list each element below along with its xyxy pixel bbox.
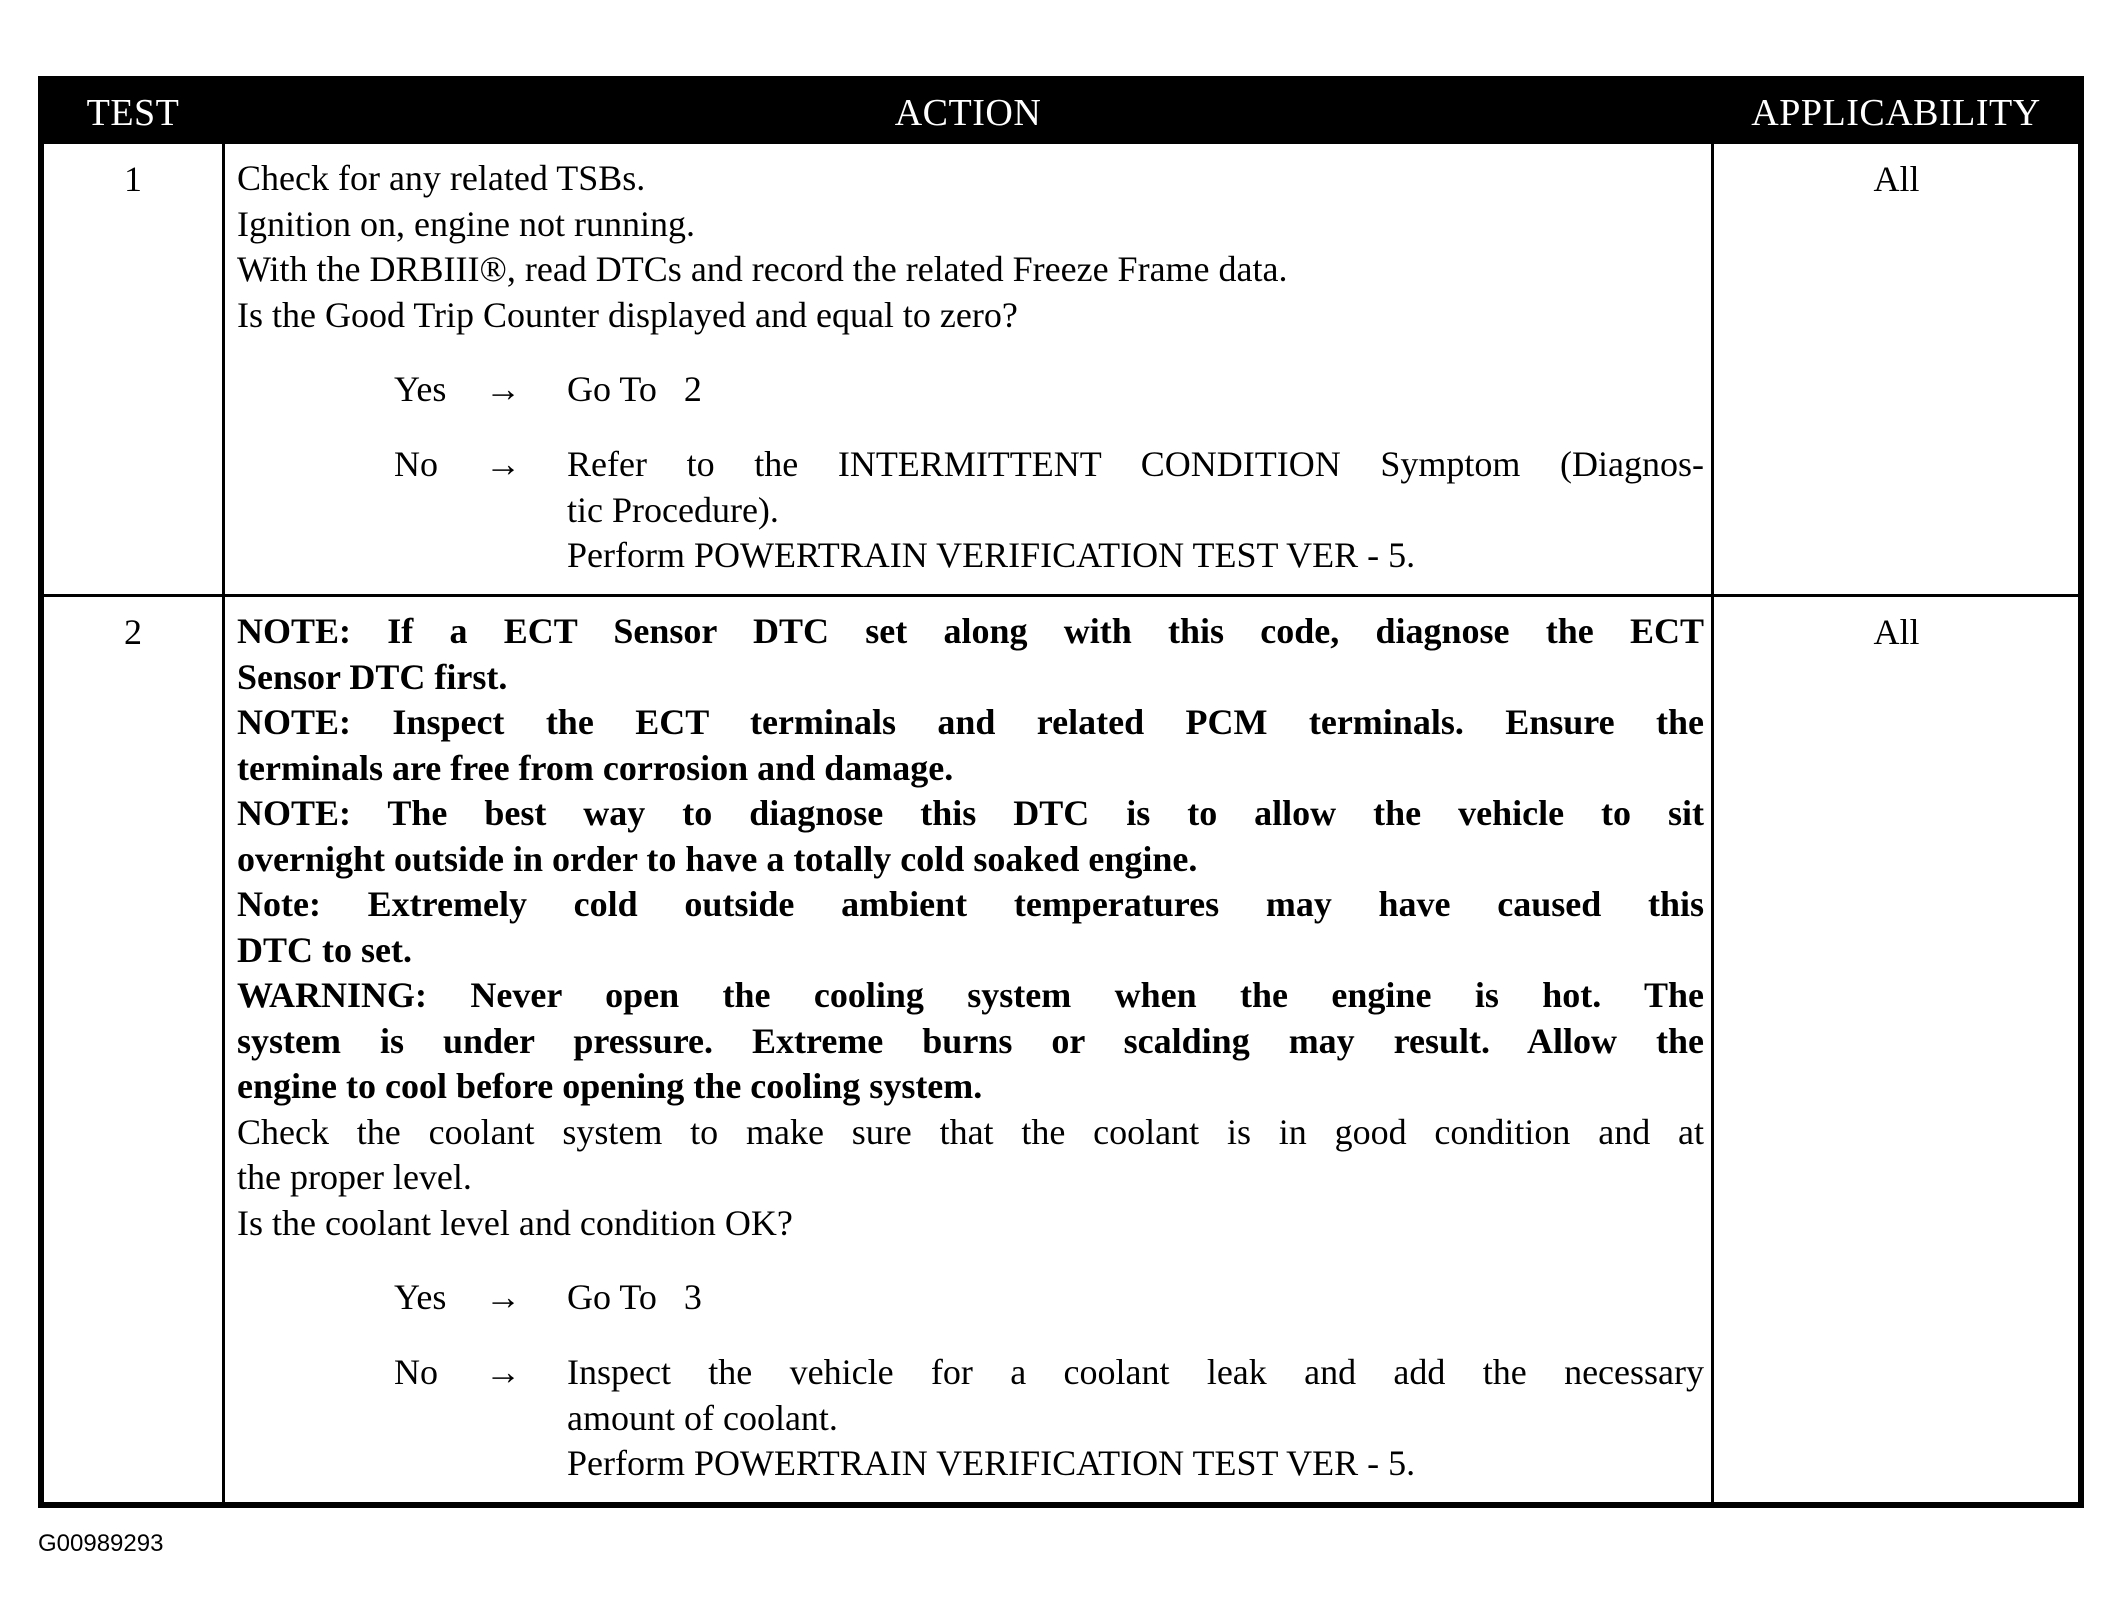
no-line: Perform POWERTRAIN VERIFICATION TEST VER - 5. — [567, 1443, 1416, 1483]
no-line: Refer to the INTERMITTENT CONDITION Symptom (Diagnos- — [567, 444, 1704, 484]
action-line: Check the coolant system to make sure that the coolant is in good condition and at — [237, 1111, 1704, 1152]
arrow-icon: → — [485, 369, 521, 409]
action-line: Is the Good Trip Counter displayed and equal to zero? — [237, 294, 1018, 335]
table-row — [44, 144, 2078, 594]
test-number: 1 — [124, 159, 142, 199]
warning-line: engine to cool before opening the cooling system. — [237, 1066, 983, 1106]
yes-goto: Go To 3 — [567, 1277, 702, 1317]
note-line: Note: Extremely cold outside ambient temperatures may have caused this — [237, 884, 1704, 924]
no-branch — [237, 442, 1704, 580]
no-label: No — [394, 444, 438, 484]
note-line: DTC to set. — [237, 929, 412, 970]
action-line: With the DRBIII®, read DTCs and record the related Freeze Frame data. — [237, 249, 1288, 289]
no-line: Perform POWERTRAIN VERIFICATION TEST VER - 5. — [567, 535, 1416, 575]
yes-label: Yes — [394, 369, 447, 409]
figure-code: G00989293 — [38, 1530, 164, 1557]
no-label: No — [394, 1352, 438, 1392]
no-branch — [237, 1350, 1704, 1488]
note-line: Sensor DTC first. — [237, 656, 508, 697]
note-line: overnight outside in order to have a totally cold soaked engine. — [237, 838, 1198, 879]
action-cell — [237, 609, 1704, 1488]
no-line: amount of coolant. — [567, 1397, 838, 1438]
action-line: Check for any related TSBs. — [237, 158, 646, 198]
table-header — [44, 82, 2078, 144]
no-line: Inspect the vehicle for a coolant leak and add the necessary — [567, 1352, 1704, 1392]
yes-label: Yes — [394, 1277, 447, 1317]
action-cell — [237, 156, 1704, 580]
test-number: 2 — [124, 612, 142, 652]
header-applicability: APPLICABILITY — [1751, 92, 2041, 134]
applicability-value: All — [1873, 159, 1920, 199]
applicability-value: All — [1873, 612, 1920, 652]
yes-branch — [237, 1275, 1704, 1321]
no-text — [567, 442, 1704, 579]
action-line: the proper level. — [237, 1157, 472, 1197]
warning-line: WARNING: Never open the cooling system when the engine is hot. The — [237, 975, 1704, 1015]
table-row — [44, 597, 2078, 1508]
arrow-icon: → — [485, 1277, 521, 1317]
header-test: TEST — [86, 92, 180, 134]
diagnostic-table — [38, 76, 2084, 1508]
arrow-icon: → — [485, 1352, 521, 1392]
note-line: NOTE: Inspect the ECT terminals and related PCM terminals. Ensure the — [237, 702, 1704, 742]
no-line: tic Procedure). — [567, 489, 779, 530]
note-line: terminals are free from corrosion and damage. — [237, 747, 954, 788]
header-action: ACTION — [894, 92, 1042, 134]
warning-line: system is under pressure. Extreme burns or scalding may result. Allow the — [237, 1020, 1704, 1061]
no-text — [567, 1350, 1704, 1487]
note-line: NOTE: If a ECT Sensor DTC set along with this code, diagnose the ECT — [237, 611, 1704, 651]
arrow-icon: → — [485, 444, 521, 484]
yes-goto: Go To 2 — [567, 369, 702, 409]
action-line: Ignition on, engine not running. — [237, 203, 695, 244]
yes-branch — [237, 367, 1704, 413]
note-line: NOTE: The best way to diagnose this DTC is to allow the vehicle to sit — [237, 793, 1704, 833]
action-line: Is the coolant level and condition OK? — [237, 1202, 793, 1243]
